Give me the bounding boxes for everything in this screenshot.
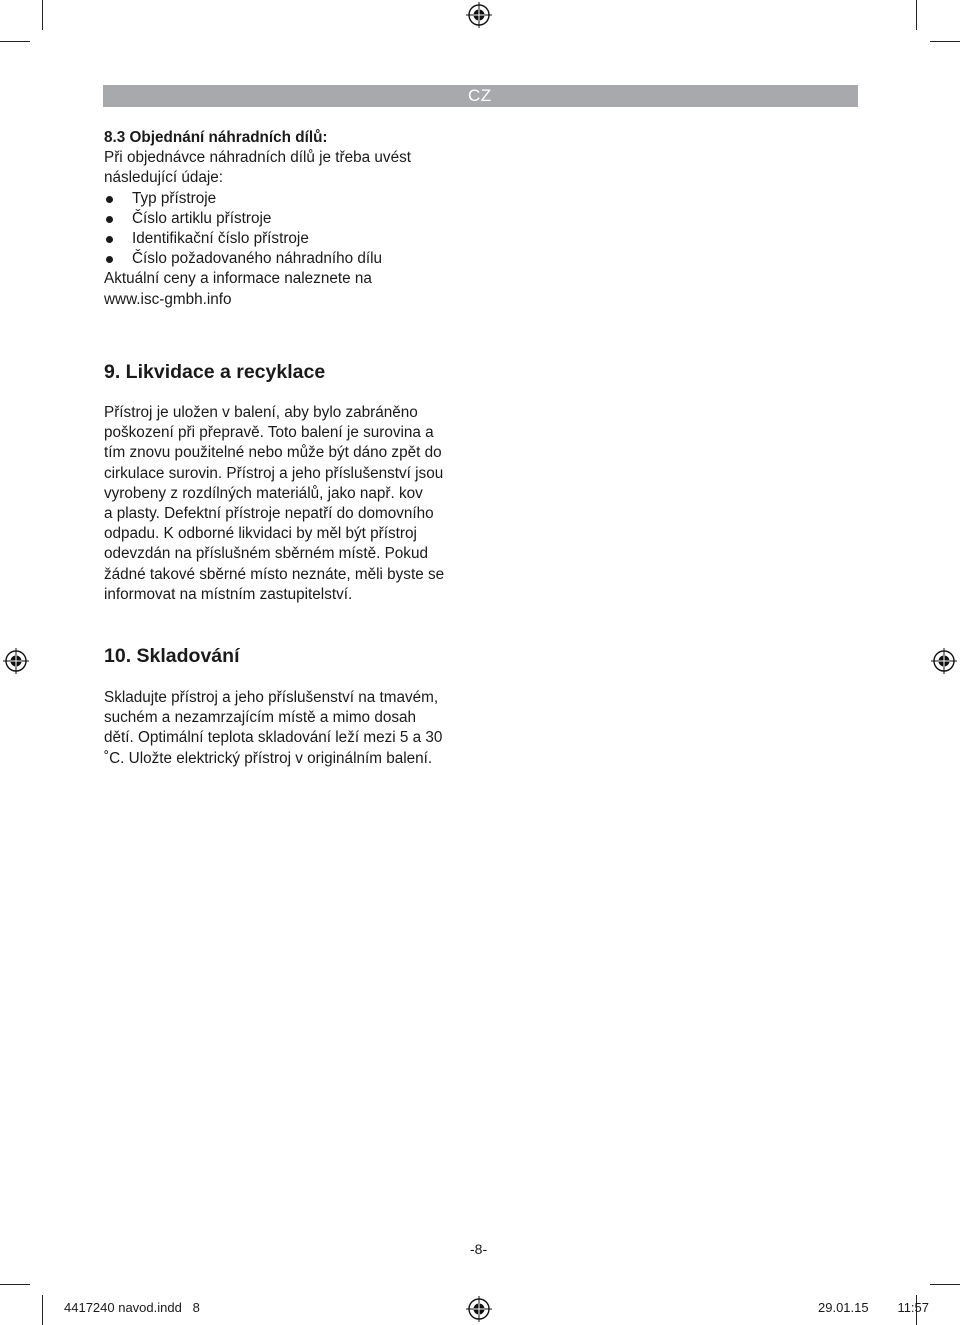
text-line: a plasty. Defektní přístroje nepatří do domovního xyxy=(104,505,434,523)
text-line: ˚C. Uložte elektrický přístroj v originálním balení. xyxy=(104,749,433,767)
section-spare-parts xyxy=(104,128,484,310)
crop-mark-top-right xyxy=(930,41,960,42)
list-item: Číslo artiklu přístroje xyxy=(104,209,484,229)
text-line: dětí. Optimální teplota skladování leží mezi 5 a 30 xyxy=(104,729,443,747)
section-disposal xyxy=(104,360,484,605)
crop-mark-bottom-right xyxy=(930,1284,960,1285)
text-line: Aktuální ceny a informace naleznete na xyxy=(104,270,372,288)
text-line: Přístroj je uložen v balení, aby bylo zabráněno xyxy=(104,404,418,421)
registration-mark-icon xyxy=(466,1296,492,1322)
text-line: poškození při přepravě. Toto balení je surovina a xyxy=(104,424,434,442)
section-body xyxy=(104,403,484,605)
crop-mark-top-left xyxy=(0,41,30,42)
section-heading: 8.3 Objednání náhradních dílů: xyxy=(104,129,328,146)
language-code: CZ xyxy=(468,86,492,105)
website-link[interactable]: www.isc-gmbh.info xyxy=(104,290,232,308)
page-number: -8- xyxy=(470,1241,488,1257)
registration-mark-icon xyxy=(466,2,492,28)
section-storage xyxy=(104,644,484,769)
registration-mark-icon xyxy=(3,648,29,674)
footer-datetime: 29.01.15 11:57 xyxy=(818,1300,930,1315)
text-line: cirkulace surovin. Přístroj a jeho příslušenství jsou xyxy=(104,464,444,482)
text-line: žádné takové sběrné místo neznáte, měli byste se xyxy=(104,565,445,583)
crop-mark-top-right-v xyxy=(916,0,917,30)
text-line: Při objednávce náhradních dílů je třeba uvést xyxy=(104,149,411,167)
footer-file-info: 4417240 navod.indd 8 xyxy=(64,1300,200,1315)
text-line: odevzdán na příslušném sběrném místě. Pokud xyxy=(104,545,428,563)
registration-mark-icon xyxy=(931,648,957,674)
bullet-list xyxy=(104,189,484,270)
section-heading: 9. Likvidace a recyklace xyxy=(104,361,326,383)
list-item: Číslo požadovaného náhradního dílu xyxy=(104,249,484,269)
section-body xyxy=(104,688,484,769)
text-line: odpadu. K odborné likvidaci by měl být přístroj xyxy=(104,525,417,543)
crop-mark-bottom-left xyxy=(0,1284,30,1285)
text-line: Skladujte přístroj a jeho příslušenství na tmavém, xyxy=(104,689,439,706)
list-item: Identifikační číslo přístroje xyxy=(104,229,484,249)
crop-mark-bottom-left-v xyxy=(42,1295,43,1325)
text-line: suchém a nezamrzajícím místě a mimo dosah xyxy=(104,709,416,727)
text-line: následující údaje: xyxy=(104,169,224,187)
crop-mark-top-left-v xyxy=(42,0,43,30)
text-line: vyrobeny z rozdílných materiálů, jako např. kov xyxy=(104,484,423,502)
text-line: informovat na místním zastupitelství. xyxy=(104,585,353,603)
list-item: Typ přístroje xyxy=(104,189,484,209)
section-heading: 10. Skladování xyxy=(104,645,240,667)
text-line: tím znovu použitelné nebo může být dáno zpět do xyxy=(104,444,442,462)
